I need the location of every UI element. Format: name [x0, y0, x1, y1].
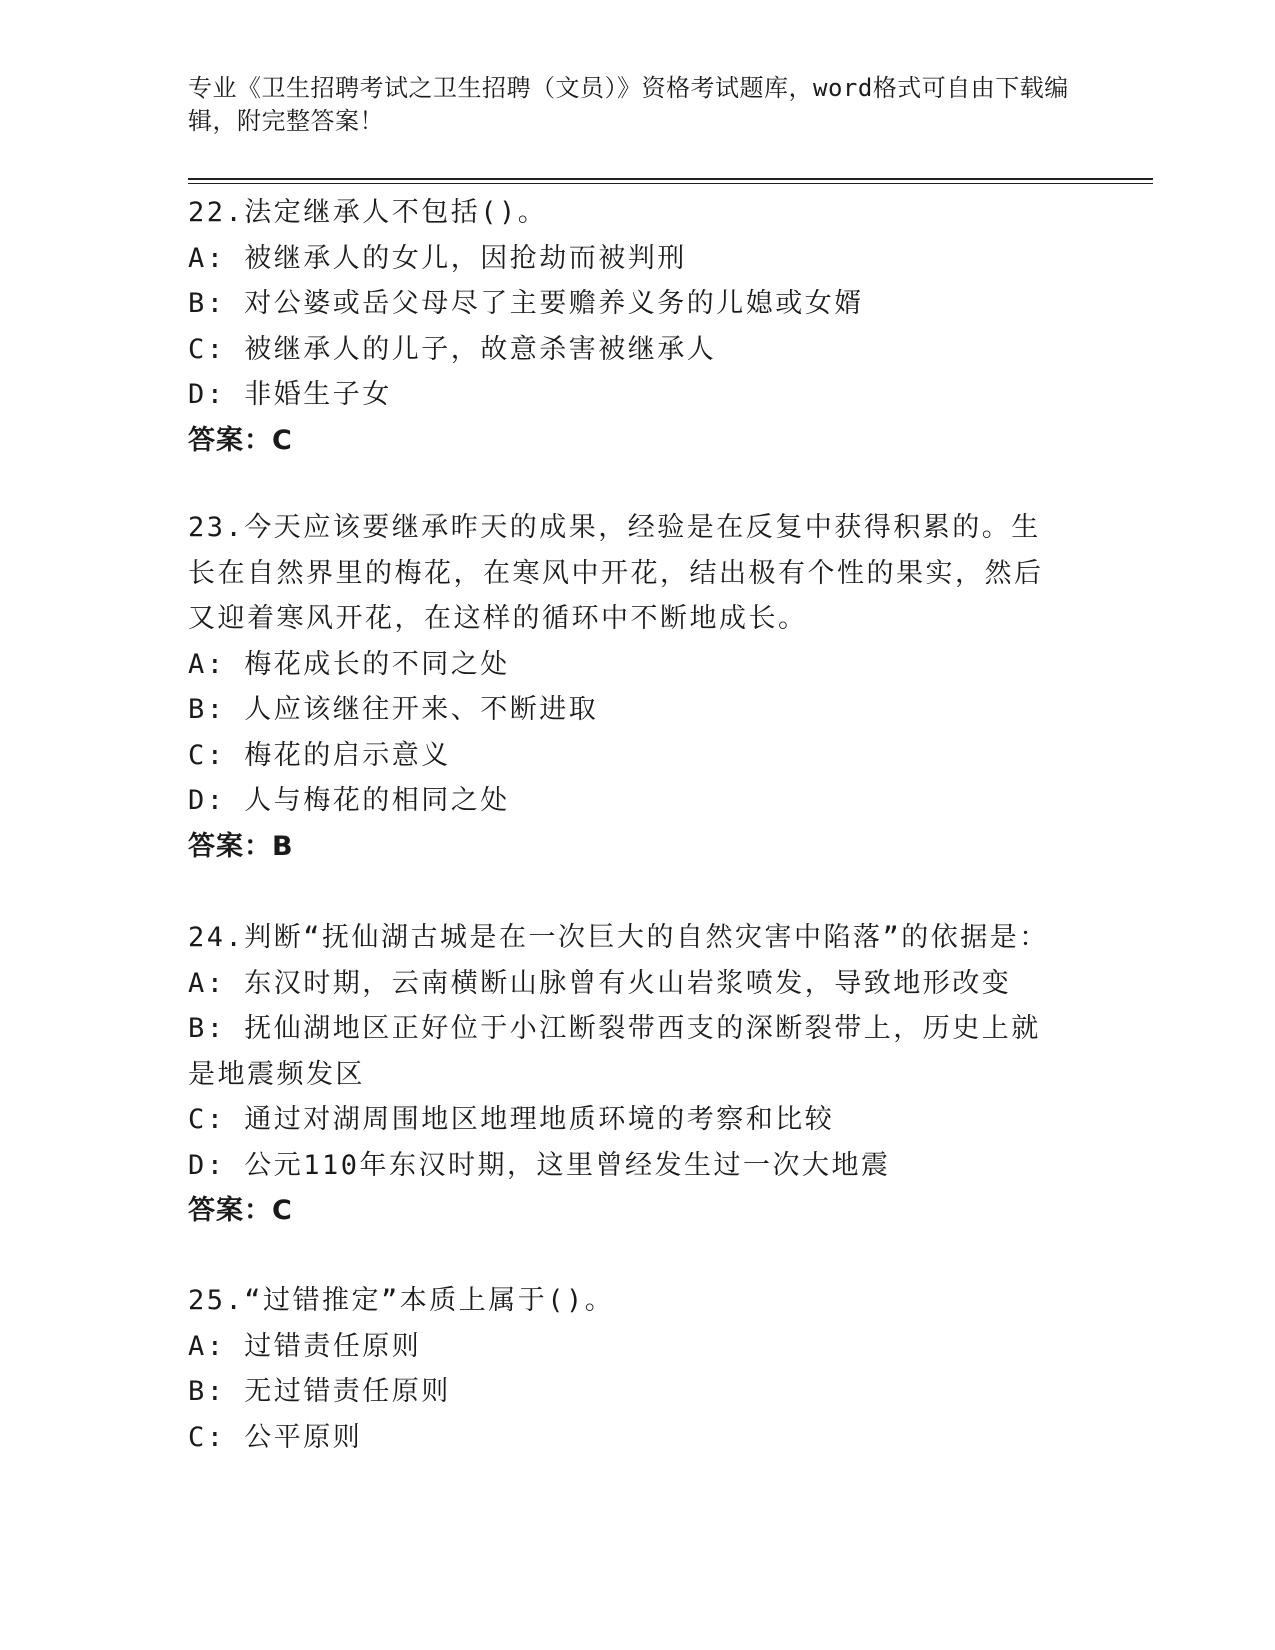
- answer-label: 答案：C: [188, 424, 293, 456]
- question-stem: 24.判断“抚仙湖古城是在一次巨大的自然灾害中陷落”的依据是：: [188, 922, 1049, 953]
- option-d: D: 公元110年东汉时期，这里曾经发生过一次大地震: [188, 1149, 891, 1181]
- option-d: D: 非婚生子女: [188, 379, 392, 410]
- question-22: [188, 190, 1068, 463]
- option-a: A: 梅花成长的不同之处: [188, 648, 510, 680]
- question-23: [188, 505, 1068, 869]
- header-divider: [188, 178, 1153, 184]
- option-a: A: 东汉时期，云南横断山脉曾有火山岩浆喷发，导致地形改变: [188, 967, 1012, 999]
- option-d: D: 人与梅花的相同之处: [188, 785, 510, 816]
- option-b: B: 抚仙湖地区正好位于小江断裂带西支的深断裂带上，历史上就是地震频发区: [188, 1013, 1041, 1090]
- option-a: A: 被继承人的女儿，因抢劫而被判刑: [188, 242, 687, 274]
- option-c: C: 通过对湖周围地区地理地质环境的考察和比较: [188, 1104, 835, 1135]
- answer-label: 答案：B: [188, 830, 294, 862]
- question-stem: 23.今天应该要继承昨天的成果，经验是在反复中获得积累的。生长在自然界里的梅花，在寒风中开花，结出极有个性的果实，然后又迎着寒风开花，在这样的循环中不断地成长。: [188, 512, 1044, 634]
- option-b: B: 无过错责任原则: [188, 1376, 451, 1407]
- question-24: [188, 915, 1068, 1234]
- question-25: [188, 1278, 1068, 1460]
- option-c: C: 梅花的启示意义: [188, 739, 451, 771]
- option-b: B: 对公婆或岳父母尽了主要赡养义务的儿媳或女婿: [188, 288, 864, 319]
- option-a: A: 过错责任原则: [188, 1330, 422, 1362]
- document-header: 专业《卫生招聘考试之卫生招聘（文员）》资格考试题库，word格式可自由下载编辑，附完整答案！: [188, 74, 1069, 135]
- question-stem: 25.“过错推定”本质上属于()。: [188, 1285, 615, 1316]
- option-b: B: 人应该继往开来、不断进取: [188, 694, 599, 725]
- answer-label: 答案：C: [188, 1195, 293, 1226]
- option-c: C: 被继承人的儿子，故意杀害被继承人: [188, 333, 717, 365]
- question-stem: 22.法定继承人不包括()。: [188, 197, 548, 228]
- option-c: C: 公平原则: [188, 1421, 363, 1453]
